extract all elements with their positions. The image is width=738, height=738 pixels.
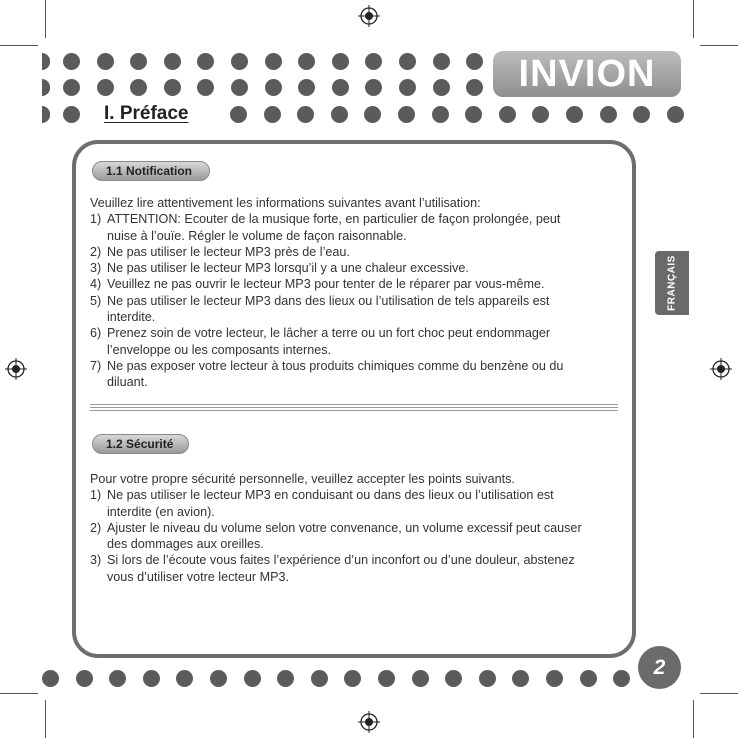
brand-logo — [493, 51, 681, 97]
decorative-dot — [365, 53, 382, 70]
decorative-dot — [97, 53, 114, 70]
list-item-number: 3) — [90, 261, 102, 276]
decorative-dot — [197, 79, 214, 96]
decorative-dot — [63, 53, 80, 70]
decorative-dot — [667, 106, 684, 123]
registration-mark-icon — [358, 711, 380, 733]
decorative-dot — [265, 79, 282, 96]
decorative-dot — [42, 106, 50, 123]
crop-mark — [700, 45, 738, 46]
decorative-dot — [63, 106, 80, 123]
list-item-number: 2) — [90, 244, 102, 259]
crop-mark — [693, 0, 694, 38]
decorative-dot — [479, 670, 496, 687]
decorative-dot — [344, 670, 361, 687]
decorative-dot — [210, 670, 227, 687]
decorative-dot — [433, 53, 450, 70]
list-item — [90, 244, 625, 260]
decorative-dot — [231, 53, 248, 70]
decorative-dot — [332, 79, 349, 96]
decorative-dot — [332, 53, 349, 70]
list-item-number: 5) — [90, 293, 102, 308]
list-item-number: 3) — [90, 553, 102, 568]
decorative-dot — [42, 79, 50, 96]
decorative-dot — [197, 53, 214, 70]
page-number-badge — [638, 646, 681, 689]
list-item-line: l’enveloppe ou les composants internes. — [107, 342, 332, 357]
list-item-line: Si lors de l’écoute vous faites l’expérience d’un inconfort ou d’une douleur, abstenez — [107, 553, 575, 568]
section-divider — [90, 404, 618, 413]
list-item-number: 6) — [90, 326, 102, 341]
decorative-dot — [164, 53, 181, 70]
list-item-number: 2) — [90, 520, 102, 535]
list-item-line: Ne pas exposer votre lecteur à tous produits chimiques comme du benzène ou du — [107, 358, 564, 373]
decorative-dot — [311, 670, 328, 687]
decorative-dot — [176, 670, 193, 687]
security-text — [90, 471, 625, 585]
decorative-dot — [433, 79, 450, 96]
decorative-dot — [130, 53, 147, 70]
list-item-line: Prenez soin de votre lecteur, le lâcher a terre ou un fort choc peut endommager — [107, 326, 551, 341]
language-tab-label: FRANÇAIS — [666, 255, 678, 311]
decorative-dot — [633, 106, 650, 123]
decorative-dot — [244, 670, 261, 687]
list-item — [90, 520, 625, 553]
decorative-dot — [264, 106, 281, 123]
list-item-number: 7) — [90, 358, 102, 373]
logo-text: INVION — [518, 53, 656, 95]
decorative-dot — [399, 53, 416, 70]
decorative-dot — [466, 53, 483, 70]
list-item-line: Ne pas utiliser le lecteur MP3 dans des lieux ou l’utilisation de tels appareils est — [107, 293, 550, 308]
list-item-line: Ne pas utiliser le lecteur MP3 en conduisant ou dans des lieux ou l’utilisation est — [107, 488, 554, 503]
list-item-line: Ne pas utiliser le lecteur MP3 lorsqu’il y a une chaleur excessive. — [107, 261, 469, 276]
list-item — [90, 487, 625, 520]
decorative-dot — [143, 670, 160, 687]
registration-mark-icon — [710, 358, 732, 380]
list-item — [90, 260, 625, 276]
security-badge: 1.2 Sécurité — [92, 434, 189, 454]
decorative-dot — [277, 670, 294, 687]
decorative-dot — [546, 670, 563, 687]
decorative-dot — [42, 670, 59, 687]
decorative-dot — [512, 670, 529, 687]
list-item-line: Ajuster le niveau du volume selon votre convenance, un volume excessif peut causer — [107, 520, 582, 535]
list-item-line: nuise à l’ouïe. Régler le volume de façon raisonnable. — [107, 228, 407, 243]
list-item — [90, 211, 625, 244]
decorative-dot — [445, 670, 462, 687]
list-item-line: interdite. — [107, 310, 156, 325]
list-item — [90, 293, 625, 326]
decorative-dot — [398, 106, 415, 123]
list-item-line: ATTENTION: Ecouter de la musique forte, en particulier de façon prolongée, peut — [107, 212, 561, 227]
decorative-dot — [42, 53, 50, 70]
list-item-line: interdite (en avion). — [107, 504, 215, 519]
list-item — [90, 358, 625, 391]
decorative-dot — [566, 106, 583, 123]
notification-intro: Veuillez lire attentivement les informations suivantes avant l’utilisation: — [90, 196, 481, 210]
decorative-dot — [378, 670, 395, 687]
list-item-line: des dommages aux oreilles. — [107, 537, 264, 552]
security-intro: Pour votre propre sécurité personnelle, veuillez accepter les points suivants. — [90, 472, 515, 486]
decorative-dot — [298, 79, 315, 96]
decorative-dot — [432, 106, 449, 123]
decorative-dot — [231, 79, 248, 96]
language-tab — [655, 251, 689, 315]
crop-mark — [0, 693, 38, 694]
list-item-number: 4) — [90, 277, 102, 292]
decorative-dot — [298, 53, 315, 70]
decorative-dot — [164, 79, 181, 96]
crop-mark — [45, 0, 46, 38]
decorative-dot — [230, 106, 247, 123]
page-number: 2 — [653, 655, 666, 679]
decorative-dot — [297, 106, 314, 123]
list-item — [90, 276, 625, 292]
decorative-dot — [613, 670, 630, 687]
list-item-line: diluant. — [107, 375, 148, 390]
list-item — [90, 325, 625, 358]
crop-mark — [45, 700, 46, 738]
section-title: I. Préface — [104, 103, 189, 124]
decorative-dot — [97, 79, 114, 96]
crop-mark — [700, 693, 738, 694]
list-item-line: vous d’utiliser votre lecteur MP3. — [107, 569, 289, 584]
decorative-dot — [412, 670, 429, 687]
decorative-dot — [499, 106, 516, 123]
decorative-dot — [465, 106, 482, 123]
decorative-dot — [399, 79, 416, 96]
decorative-dot — [600, 106, 617, 123]
decorative-dot — [532, 106, 549, 123]
list-item-line: Ne pas utiliser le lecteur MP3 près de l’eau. — [107, 244, 350, 259]
list-item — [90, 552, 625, 585]
decorative-dot — [265, 53, 282, 70]
list-item-line: Veuillez ne pas ouvrir le lecteur MP3 pour tenter de le réparer par vous-même. — [107, 277, 545, 292]
list-item-number: 1) — [90, 488, 102, 503]
decorative-dot — [130, 79, 147, 96]
crop-mark — [693, 700, 694, 738]
decorative-dot — [63, 79, 80, 96]
decorative-dot — [466, 79, 483, 96]
registration-mark-icon — [5, 358, 27, 380]
list-item-number: 1) — [90, 212, 102, 227]
crop-mark — [0, 45, 38, 46]
decorative-dot — [331, 106, 348, 123]
decorative-dot — [76, 670, 93, 687]
notification-badge: 1.1 Notification — [92, 161, 210, 181]
decorative-dot — [364, 106, 381, 123]
registration-mark-icon — [358, 5, 380, 27]
notification-text — [90, 195, 625, 391]
decorative-dot — [109, 670, 126, 687]
decorative-dot — [580, 670, 597, 687]
decorative-dot — [365, 79, 382, 96]
